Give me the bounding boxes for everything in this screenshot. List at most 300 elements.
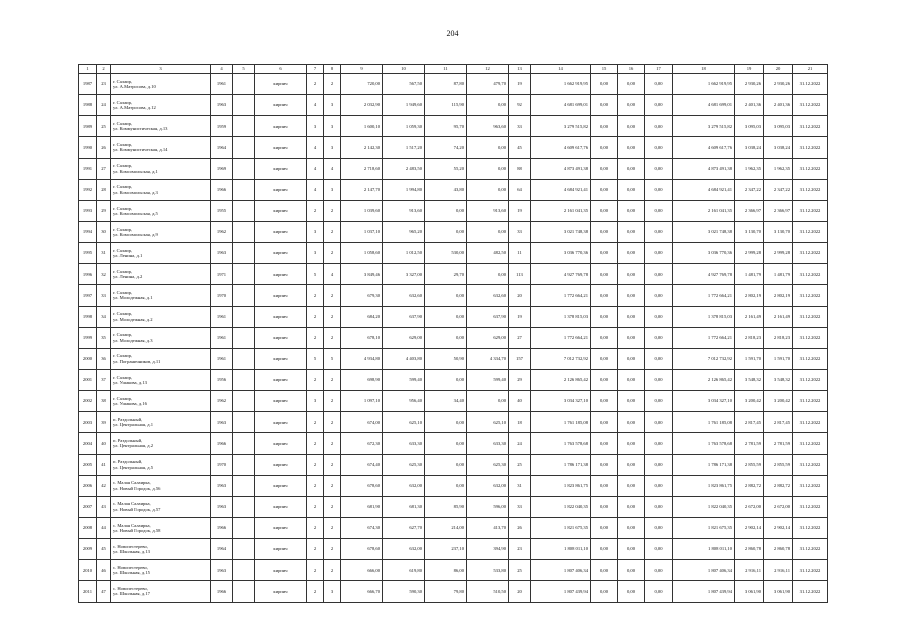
table-row (79, 327, 828, 348)
cell-area-total: 1 039,60 (341, 200, 383, 221)
cell-cost-total: 4 684 921,41 (673, 179, 735, 200)
cell-c15: 0,00 (591, 137, 618, 158)
cell-no: 2005 (79, 454, 97, 475)
cell-entrances: 2 (324, 200, 341, 221)
cell-entrances: 2 (324, 327, 341, 348)
cell-year: 1969 (211, 158, 233, 179)
cell-c20: 2 672,00 (764, 496, 793, 517)
cell-cost-total: 1 786 171,38 (673, 454, 735, 475)
cell-area-c10: 632,00 (383, 475, 425, 496)
address-street: ул. Ленина, д.2 (113, 274, 143, 280)
column-number-2: 2 (97, 65, 111, 74)
table-row (79, 496, 828, 517)
cell-residents: 25 (509, 454, 531, 475)
cell-date: 31.12.2022 (793, 200, 828, 221)
table-row (79, 454, 828, 475)
column-number-16: 16 (618, 65, 645, 74)
cell-cost-total: 1 822 040,35 (673, 496, 735, 517)
cell-floors: 2 (307, 581, 324, 602)
cell-material: кирпич (255, 158, 307, 179)
address-cell (111, 348, 211, 369)
cell-area-c10: 619,80 (383, 560, 425, 581)
cell-floors: 2 (307, 200, 324, 221)
cell-c20: 3 095,03 (764, 116, 793, 137)
cell-cost: 2 126 865,42 (531, 369, 591, 390)
cell-area-c11: 530,00 (425, 243, 467, 264)
cell-area-total: 678,60 (341, 475, 383, 496)
column-number-9: 9 (341, 65, 383, 74)
address-street: ул. А.Матросова, д.12 (113, 105, 156, 111)
cell-cost: 4 681 699,01 (531, 95, 591, 116)
address-cell (111, 369, 211, 390)
cell-residents: 33 (509, 116, 531, 137)
cell-c17: 0,00 (645, 475, 673, 496)
cell-c17: 0,00 (645, 327, 673, 348)
cell-cost: 1 786 171,38 (531, 454, 591, 475)
cell-year: 1959 (211, 116, 233, 137)
cell-c5 (233, 412, 255, 433)
cell-area-c10: 965,20 (383, 221, 425, 242)
cell-area-total: 1 058,60 (341, 243, 383, 264)
cell-c15: 0,00 (591, 95, 618, 116)
cell-c15: 0,00 (591, 539, 618, 560)
cell-c5 (233, 158, 255, 179)
cell-material: кирпич (255, 475, 307, 496)
cell-c17: 0,00 (645, 539, 673, 560)
cell-cost: 4 927 769,78 (531, 264, 591, 285)
cell-date: 31.12.2022 (793, 475, 828, 496)
cell-area-c10: 637,90 (383, 306, 425, 327)
cell-c5 (233, 179, 255, 200)
cell-material: кирпич (255, 95, 307, 116)
cell-c15: 0,00 (591, 74, 618, 95)
cell-cost-total: 1 807 439,94 (673, 581, 735, 602)
cell-id: 40 (97, 433, 111, 454)
cell-area-c10: 599,40 (383, 369, 425, 390)
cell-area-c11: 214,00 (425, 517, 467, 538)
cell-year: 1971 (211, 264, 233, 285)
cell-id: 33 (97, 285, 111, 306)
cell-cost: 1 822 040,35 (531, 496, 591, 517)
column-number-4: 4 (211, 65, 233, 74)
cell-area-c10: 632,60 (383, 285, 425, 306)
cell-floors: 3 (307, 116, 324, 137)
cell-id: 35 (97, 327, 111, 348)
address-cell (111, 581, 211, 602)
cell-c17: 0,00 (645, 433, 673, 454)
cell-c19: 3 548,32 (735, 369, 764, 390)
cell-entrances: 2 (324, 412, 341, 433)
cell-area-c10: 956,40 (383, 391, 425, 412)
cell-c20: 1 962,35 (764, 158, 793, 179)
cell-residents: 27 (509, 327, 531, 348)
cell-area-c12: 413,70 (467, 517, 509, 538)
cell-no: 2001 (79, 369, 97, 390)
address-locality: г. Салаир, (113, 99, 133, 105)
cell-residents: 40 (509, 391, 531, 412)
address-cell (111, 95, 211, 116)
cell-c17: 0,00 (645, 348, 673, 369)
cell-year: 1963 (211, 475, 233, 496)
cell-year: 1961 (211, 327, 233, 348)
address-locality: г. Салаир, (113, 163, 133, 169)
cell-area-c10: 590,30 (383, 581, 425, 602)
cell-year: 1966 (211, 517, 233, 538)
cell-area-total: 666,70 (341, 581, 383, 602)
cell-area-c11: 86,00 (425, 560, 467, 581)
cell-c17: 0,00 (645, 517, 673, 538)
cell-area-c12: 0,00 (467, 391, 509, 412)
cell-c19: 2 999,28 (735, 243, 764, 264)
cell-c20: 3 130,70 (764, 221, 793, 242)
cell-no: 1999 (79, 327, 97, 348)
cell-area-c11: 115,90 (425, 95, 467, 116)
cell-no: 1990 (79, 137, 97, 158)
cell-floors: 2 (307, 412, 324, 433)
cell-id: 45 (97, 539, 111, 560)
address-locality: г. Салаир, (113, 332, 133, 338)
cell-date: 31.12.2022 (793, 116, 828, 137)
cell-cost: 4 609 617,76 (531, 137, 591, 158)
cell-floors: 5 (307, 348, 324, 369)
cell-no: 2011 (79, 581, 97, 602)
cell-area-c10: 913,60 (383, 200, 425, 221)
address-locality: с. Малая Салаирка, (113, 480, 151, 486)
address-cell (111, 158, 211, 179)
cell-c15: 0,00 (591, 306, 618, 327)
cell-c15: 0,00 (591, 517, 618, 538)
address-street: ул. Новый Городок, д.56 (113, 485, 161, 491)
cell-residents: 19 (509, 306, 531, 327)
cell-date: 31.12.2022 (793, 581, 828, 602)
cell-area-c12: 625,10 (467, 412, 509, 433)
cell-area-total: 678,60 (341, 539, 383, 560)
cell-c5 (233, 243, 255, 264)
cell-floors: 3 (307, 391, 324, 412)
cell-entrances: 2 (324, 369, 341, 390)
cell-c16: 0,00 (618, 348, 645, 369)
cell-c19: 2 347,22 (735, 179, 764, 200)
cell-floors: 2 (307, 517, 324, 538)
cell-entrances: 3 (324, 137, 341, 158)
cell-c19: 1 591,70 (735, 348, 764, 369)
cell-residents: 19 (509, 200, 531, 221)
address-street: ул. Школьная, д.17 (113, 591, 150, 597)
cell-c20: 1 591,70 (764, 348, 793, 369)
cell-c5 (233, 137, 255, 158)
table-row (79, 74, 828, 95)
address-street: ул. Комсомольская, д.3 (113, 189, 158, 195)
cell-cost-total: 1 821 675,35 (673, 517, 735, 538)
address-cell (111, 179, 211, 200)
cell-c15: 0,00 (591, 475, 618, 496)
cell-material: кирпич (255, 200, 307, 221)
cell-c19: 3 038,24 (735, 137, 764, 158)
cell-c5 (233, 454, 255, 475)
cell-year: 1970 (211, 285, 233, 306)
cell-residents: 23 (509, 539, 531, 560)
cell-date: 31.12.2022 (793, 264, 828, 285)
cell-c16: 0,00 (618, 433, 645, 454)
cell-c20: 2 817,45 (764, 412, 793, 433)
cell-c17: 0,00 (645, 369, 673, 390)
cell-id: 36 (97, 348, 111, 369)
cell-c20: 2 401,36 (764, 95, 793, 116)
cell-area-c12: 4 334,70 (467, 348, 509, 369)
cell-residents: 31 (509, 475, 531, 496)
cell-cost: 1 807 406,34 (531, 560, 591, 581)
cell-c15: 0,00 (591, 433, 618, 454)
cell-cost-total: 3 036 770,36 (673, 243, 735, 264)
cell-year: 1962 (211, 391, 233, 412)
cell-entrances: 2 (324, 560, 341, 581)
cell-area-c10: 625,30 (383, 454, 425, 475)
cell-c19: 2 802,19 (735, 285, 764, 306)
cell-area-c12: 632,00 (467, 475, 509, 496)
column-number-15: 15 (591, 65, 618, 74)
table-row (79, 412, 828, 433)
cell-area-c11: 0,00 (425, 475, 467, 496)
cell-area-c12: 913,60 (467, 200, 509, 221)
address-locality: г. Салаир, (113, 290, 133, 296)
cell-c20: 2 999,28 (764, 243, 793, 264)
cell-c19: 2 902,14 (735, 517, 764, 538)
cell-area-total: 2 032,90 (341, 95, 383, 116)
cell-floors: 3 (307, 243, 324, 264)
cell-id: 25 (97, 116, 111, 137)
cell-area-c12: 0,00 (467, 221, 509, 242)
address-street: ул. Пограничников, д.11 (113, 358, 161, 364)
cell-residents: 20 (509, 285, 531, 306)
cell-cost: 1 808 011,10 (531, 539, 591, 560)
cell-year: 1963 (211, 412, 233, 433)
address-locality: п. Раздольный, (113, 438, 143, 444)
cell-year: 1956 (211, 369, 233, 390)
cell-c20: 2 781,59 (764, 433, 793, 454)
cell-c17: 0,00 (645, 116, 673, 137)
cell-material: кирпич (255, 348, 307, 369)
cell-material: кирпич (255, 264, 307, 285)
cell-year: 1963 (211, 560, 233, 581)
address-cell (111, 539, 211, 560)
cell-date: 31.12.2022 (793, 74, 828, 95)
cell-residents: 25 (509, 560, 531, 581)
cell-c16: 0,00 (618, 517, 645, 538)
address-cell (111, 285, 211, 306)
cell-date: 31.12.2022 (793, 517, 828, 538)
cell-c16: 0,00 (618, 158, 645, 179)
column-number-8: 8 (324, 65, 341, 74)
cell-year: 1961 (211, 306, 233, 327)
cell-c17: 0,00 (645, 200, 673, 221)
cell-area-c10: 1 517,20 (383, 137, 425, 158)
cell-year: 1961 (211, 74, 233, 95)
address-street: ул. Школьная, д.15 (113, 570, 150, 576)
cell-c15: 0,00 (591, 200, 618, 221)
table-row (79, 158, 828, 179)
cell-c20: 2 347,22 (764, 179, 793, 200)
cell-area-total: 684,20 (341, 306, 383, 327)
cell-c15: 0,00 (591, 264, 618, 285)
cell-floors: 2 (307, 475, 324, 496)
cell-c17: 0,00 (645, 412, 673, 433)
column-number-12: 12 (467, 65, 509, 74)
address-locality: с. Малая Салаирка, (113, 501, 151, 507)
cell-id: 47 (97, 581, 111, 602)
cell-cost: 1 763 578,68 (531, 433, 591, 454)
cell-year: 1966 (211, 179, 233, 200)
cell-cost-total: 1 823 861,75 (673, 475, 735, 496)
cell-date: 31.12.2022 (793, 539, 828, 560)
cell-id: 38 (97, 391, 111, 412)
column-number-5: 5 (233, 65, 255, 74)
cell-cost: 4 684 921,41 (531, 179, 591, 200)
cell-c17: 0,00 (645, 306, 673, 327)
address-street: ул. Коммунистическая, д.13 (113, 126, 168, 132)
cell-material: кирпич (255, 116, 307, 137)
cell-id: 24 (97, 95, 111, 116)
cell-area-c11: 85,90 (425, 496, 467, 517)
cell-material: кирпич (255, 221, 307, 242)
cell-area-c12: 632,60 (467, 285, 509, 306)
cell-area-c10: 629,00 (383, 327, 425, 348)
cell-area-total: 681,90 (341, 496, 383, 517)
cell-date: 31.12.2022 (793, 327, 828, 348)
cell-id: 34 (97, 306, 111, 327)
cell-c19: 2 916,11 (735, 560, 764, 581)
cell-area-total: 674,40 (341, 454, 383, 475)
cell-no: 1992 (79, 179, 97, 200)
cell-area-c12: 625,30 (467, 454, 509, 475)
address-locality: г. Салаир, (113, 120, 133, 126)
address-cell (111, 433, 211, 454)
cell-c20: 2 916,11 (764, 560, 793, 581)
cell-no: 2002 (79, 391, 97, 412)
cell-floors: 2 (307, 496, 324, 517)
address-locality: с. Новопестерево, (113, 543, 149, 549)
cell-area-total: 674,30 (341, 517, 383, 538)
cell-c16: 0,00 (618, 74, 645, 95)
cell-floors: 2 (307, 74, 324, 95)
cell-floors: 4 (307, 137, 324, 158)
address-locality: г. Салаир, (113, 374, 133, 380)
cell-residents: 20 (509, 581, 531, 602)
cell-area-c12: 963,60 (467, 116, 509, 137)
cell-entrances: 5 (324, 348, 341, 369)
cell-no: 1997 (79, 285, 97, 306)
cell-id: 42 (97, 475, 111, 496)
cell-material: кирпич (255, 454, 307, 475)
table-row (79, 581, 828, 602)
column-number-21: 21 (793, 65, 828, 74)
cell-id: 29 (97, 200, 111, 221)
cell-c16: 0,00 (618, 264, 645, 285)
cell-c19: 2 672,00 (735, 496, 764, 517)
cell-no: 1994 (79, 221, 97, 242)
cell-c15: 0,00 (591, 348, 618, 369)
cell-c5 (233, 95, 255, 116)
cell-area-c11: 95,70 (425, 116, 467, 137)
cell-year: 1961 (211, 348, 233, 369)
address-locality: г. Салаир, (113, 311, 133, 317)
cell-c16: 0,00 (618, 116, 645, 137)
cell-area-c10: 1 949,60 (383, 95, 425, 116)
cell-entrances: 2 (324, 391, 341, 412)
cell-area-total: 2 142,30 (341, 137, 383, 158)
cell-area-c11: 55,20 (425, 158, 467, 179)
cell-entrances: 2 (324, 221, 341, 242)
cell-residents: 24 (509, 433, 531, 454)
cell-area-c12: 599,40 (467, 369, 509, 390)
cell-c17: 0,00 (645, 285, 673, 306)
cell-cost-total: 3 279 515,82 (673, 116, 735, 137)
cell-area-c12: 633,30 (467, 433, 509, 454)
cell-year: 1966 (211, 581, 233, 602)
cell-area-total: 674,00 (341, 412, 383, 433)
cell-area-total: 3 849,46 (341, 264, 383, 285)
cell-area-c11: 50,90 (425, 348, 467, 369)
table-body (79, 74, 828, 603)
cell-c20: 2 860,78 (764, 539, 793, 560)
cell-c16: 0,00 (618, 221, 645, 242)
cell-c5 (233, 496, 255, 517)
cell-c17: 0,00 (645, 158, 673, 179)
cell-no: 1989 (79, 116, 97, 137)
cell-cost-total: 4 927 769,78 (673, 264, 735, 285)
cell-c5 (233, 200, 255, 221)
cell-cost-total: 1 772 664,21 (673, 327, 735, 348)
cell-cost-total: 1 662 919,95 (673, 74, 735, 95)
cell-floors: 2 (307, 433, 324, 454)
cell-cost-total: 4 609 617,76 (673, 137, 735, 158)
cell-c16: 0,00 (618, 327, 645, 348)
cell-id: 43 (97, 496, 111, 517)
cell-date: 31.12.2022 (793, 391, 828, 412)
cell-material: кирпич (255, 285, 307, 306)
cell-cost-total: 1 807 406,34 (673, 560, 735, 581)
cell-c5 (233, 581, 255, 602)
cell-cost: 1 662 919,95 (531, 74, 591, 95)
cell-date: 31.12.2022 (793, 454, 828, 475)
cell-cost: 3 279 515,82 (531, 116, 591, 137)
address-cell (111, 243, 211, 264)
cell-year: 1963 (211, 243, 233, 264)
cell-c15: 0,00 (591, 581, 618, 602)
cell-year: 1962 (211, 221, 233, 242)
cell-area-c11: 34,40 (425, 391, 467, 412)
cell-no: 1996 (79, 264, 97, 285)
address-street: ул. Новый Городок, д.58 (113, 528, 161, 534)
cell-c19: 1 962,35 (735, 158, 764, 179)
cell-entrances: 4 (324, 158, 341, 179)
cell-date: 31.12.2022 (793, 137, 828, 158)
cell-floors: 2 (307, 285, 324, 306)
cell-c20: 2 366,97 (764, 200, 793, 221)
cell-residents: 113 (509, 264, 531, 285)
cell-id: 44 (97, 517, 111, 538)
cell-date: 31.12.2022 (793, 95, 828, 116)
cell-floors: 4 (307, 158, 324, 179)
cell-c5 (233, 433, 255, 454)
cell-cost: 2 161 041,35 (531, 200, 591, 221)
cell-year: 1966 (211, 433, 233, 454)
cell-cost-total: 2 161 041,35 (673, 200, 735, 221)
address-cell (111, 496, 211, 517)
cell-area-total: 672,30 (341, 433, 383, 454)
cell-c5 (233, 306, 255, 327)
cell-area-c10: 627,70 (383, 517, 425, 538)
cell-cost: 3 036 770,36 (531, 243, 591, 264)
